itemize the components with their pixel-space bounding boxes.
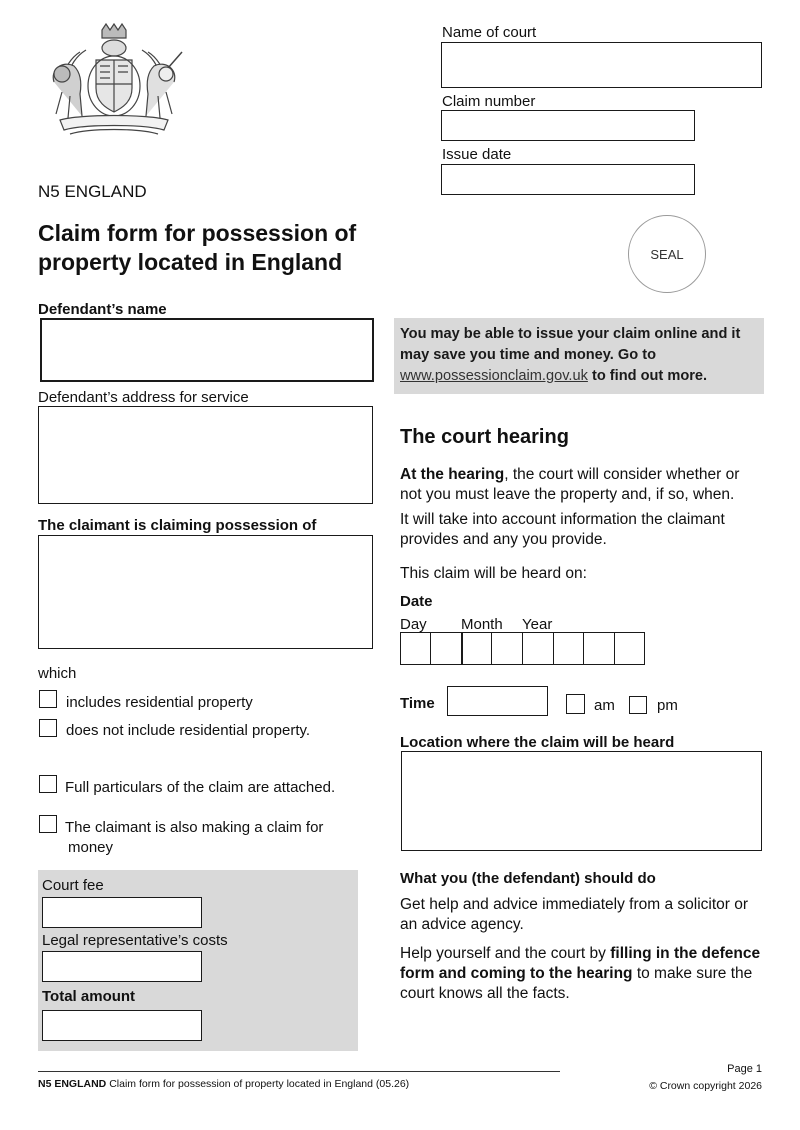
time-label: Time [400, 695, 435, 712]
money-claim-label [65, 818, 323, 858]
year-label: Year [522, 616, 553, 633]
footer-form-code: N5 ENGLAND [38, 1078, 107, 1090]
defendant-should-p2-b: to make sure the court knows all the facts. [400, 965, 753, 1002]
defendant-should-p2-bold: filling in the defence form and coming to the hearing [400, 945, 761, 982]
claim-number-field[interactable] [441, 110, 695, 141]
month-label: Month [461, 616, 503, 633]
defendant-should-paragraph-1: Get help and advice immediately from a solicitor or an advice agency. [400, 896, 749, 933]
claiming-possession-label: The claimant is claiming possession of [38, 517, 317, 534]
footer-divider [38, 1071, 560, 1072]
date-divider [430, 633, 460, 665]
court-hearing-heading: The court hearing [400, 426, 569, 448]
particulars-checkbox-label: Full particulars of the claim are attached. [65, 779, 336, 796]
online-notice-text-2: to find out more. [591, 368, 708, 384]
defendant-address-field[interactable] [38, 406, 373, 504]
claim-number-label: Claim number [442, 93, 536, 110]
footer-description: Claim form for possession of property located in England (05.26) [109, 1078, 410, 1090]
money-claim-label-line-1: The claimant is also making a claim for [65, 819, 324, 836]
money-claim-label-line-2: money [68, 839, 114, 856]
court-name-field[interactable] [441, 42, 762, 88]
court-name-label: Name of court [442, 24, 537, 41]
hearing-paragraph-2: It will take into account information the claimant provides and any you provide. [400, 511, 725, 548]
page-number: Page 1 [727, 1063, 762, 1075]
online-notice-text [400, 324, 760, 387]
page-title [38, 219, 398, 277]
form-code: N5 ENGLAND [38, 182, 147, 201]
legal-costs-label: Legal representative’s costs [42, 932, 228, 949]
hearing-paragraph-1-bold: At the hearing [400, 466, 505, 483]
date-divider [491, 633, 521, 665]
seal-area [628, 215, 706, 293]
seal-label: SEAL [650, 246, 684, 262]
location-field[interactable] [401, 751, 762, 851]
date-label: Date [400, 593, 433, 610]
defendant-address-label: Defendant’s address for service [38, 389, 249, 406]
royal-coat-of-arms-icon [40, 22, 188, 140]
total-amount-field[interactable] [42, 1010, 202, 1041]
date-divider [461, 633, 491, 665]
not-residential-checkbox-label: does not include residential property. [66, 722, 311, 739]
defendant-name-field[interactable] [40, 318, 374, 382]
day-label: Day [400, 616, 427, 633]
money-claim-checkbox[interactable] [39, 815, 57, 833]
possession-claim-link[interactable]: www.possessionclaim.gov.uk [400, 368, 588, 384]
pm-label: pm [657, 697, 678, 714]
online-notice-text-1: You may be able to issue your claim online and it may save you time and money. Go to [400, 326, 741, 363]
defendant-should-paragraph-2 [400, 944, 764, 1004]
date-divider [614, 633, 644, 665]
am-label: am [594, 697, 615, 714]
particulars-checkbox[interactable] [39, 775, 57, 793]
residential-checkbox[interactable] [39, 690, 57, 708]
defendant-name-label: Defendant’s name [38, 301, 167, 318]
page-title-line-2: property located in England [38, 249, 343, 275]
court-fee-field[interactable] [42, 897, 202, 928]
date-divider [553, 633, 583, 665]
footer-text [38, 1078, 409, 1090]
date-field[interactable] [400, 632, 645, 665]
issue-date-field[interactable] [441, 164, 695, 195]
am-checkbox[interactable] [566, 694, 585, 714]
which-label: which [38, 665, 77, 682]
residential-checkbox-label: includes residential property [66, 694, 253, 711]
defendant-should-heading: What you (the defendant) should do [400, 870, 656, 887]
date-divider [522, 633, 552, 665]
hearing-paragraph-1-rest: , the court will consider whether or not you must leave the property and, if so, when. [400, 466, 740, 503]
heard-on-text: This claim will be heard on: [400, 565, 587, 582]
time-field[interactable] [447, 686, 548, 716]
date-divider [583, 633, 613, 665]
location-label: Location where the claim will be heard [400, 734, 675, 751]
total-amount-label: Total amount [42, 988, 136, 1005]
page-title-line-1: Claim form for possession of [38, 220, 357, 246]
not-residential-checkbox[interactable] [39, 719, 57, 737]
copyright: © Crown copyright 2026 [649, 1080, 762, 1092]
issue-date-label: Issue date [442, 146, 512, 163]
pm-checkbox[interactable] [629, 696, 647, 714]
legal-costs-field[interactable] [42, 951, 202, 982]
claiming-possession-field[interactable] [38, 535, 373, 649]
defendant-should-p2-a: Help yourself and the court by [400, 945, 611, 962]
court-fee-label: Court fee [42, 877, 104, 894]
hearing-paragraph-1 [400, 465, 762, 505]
